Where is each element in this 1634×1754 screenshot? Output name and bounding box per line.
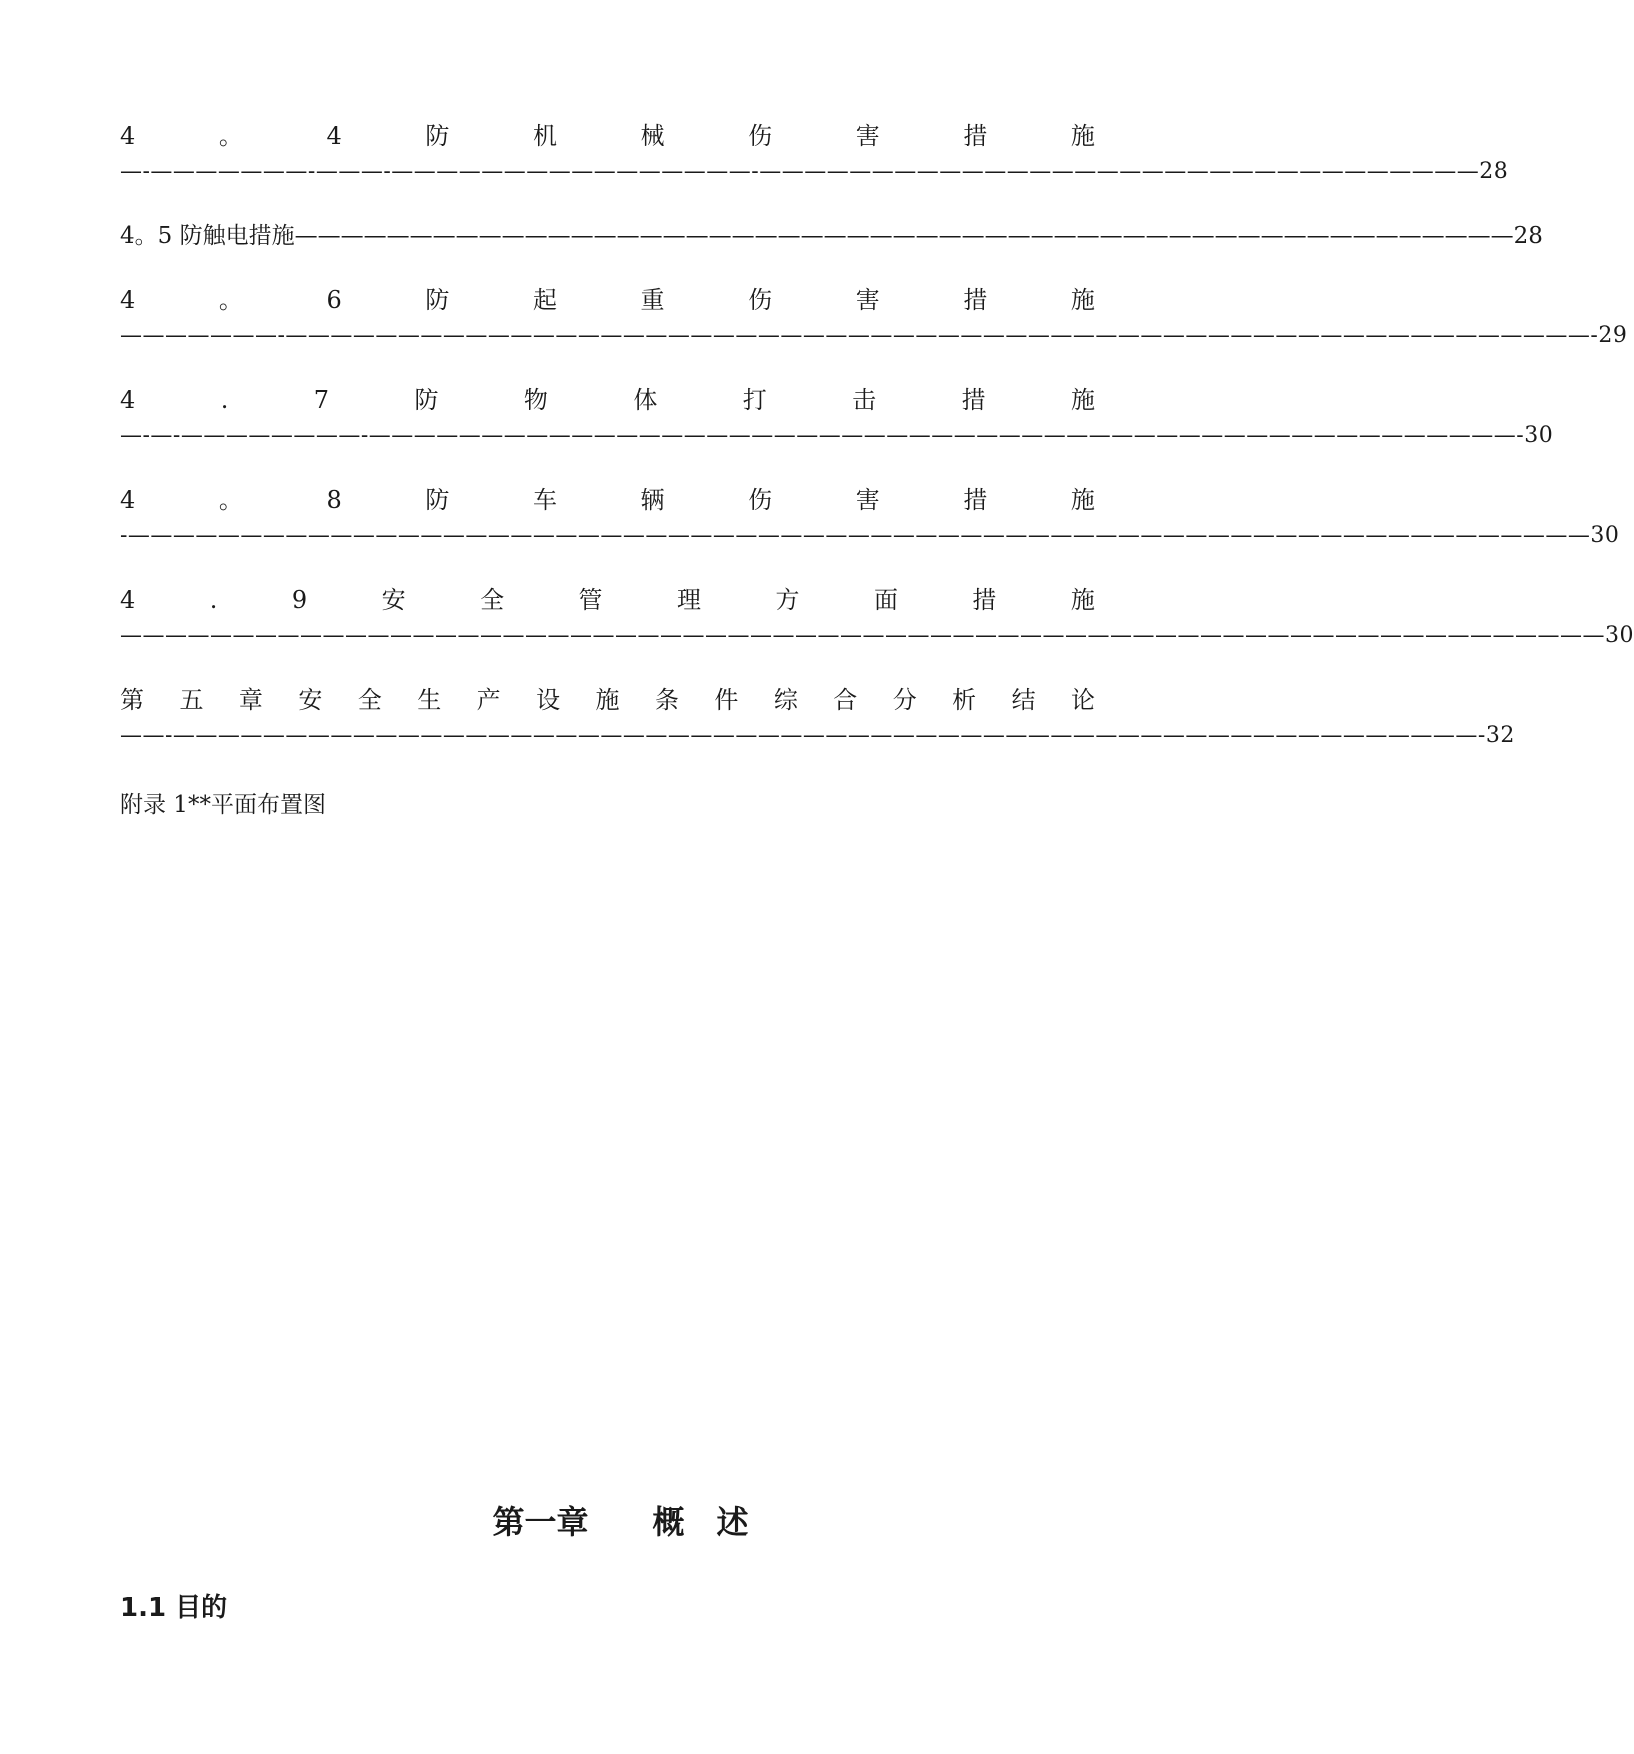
toc-leader-with-page-number: ———————-——————————————————————————————————————————————————————————-29	[120, 323, 1628, 348]
toc-char: 打	[742, 386, 767, 414]
toc-char: 防	[425, 286, 450, 314]
toc-entry-title	[120, 685, 1095, 715]
toc-leader-with-page-number: -—————————————————————————————————————————————————————————————————30	[120, 523, 1620, 548]
toc-char: 伤	[748, 122, 773, 150]
toc-char: 重	[640, 286, 665, 314]
toc-char: 措	[963, 286, 988, 314]
toc-char: 措	[963, 122, 988, 150]
toc-char: 面	[873, 586, 898, 614]
toc-char: 防	[425, 122, 450, 150]
toc-char: 件	[714, 686, 739, 714]
toc-char: 析	[952, 686, 977, 714]
toc-char: 产	[476, 686, 501, 714]
toc-char: .	[220, 386, 229, 414]
toc-char: 械	[640, 122, 665, 150]
toc-char: 施	[1071, 386, 1095, 414]
toc-char: 结	[1011, 686, 1036, 714]
toc-char: 论	[1071, 686, 1095, 714]
toc-char: 章	[238, 686, 263, 714]
toc-char: 起	[532, 286, 557, 314]
toc-char: 防	[425, 486, 450, 514]
toc-char: 9	[291, 586, 308, 614]
toc-entry-title	[120, 385, 1095, 415]
toc-entry-4-8[interactable]	[120, 485, 1620, 551]
toc-entry-title	[120, 585, 1095, 615]
toc-char: 生	[417, 686, 442, 714]
toc-leader-with-page-number: —-—-————————-———————————————————————————————————————————————————-30	[120, 423, 1554, 448]
toc-char: 全	[357, 686, 382, 714]
toc-char: 方	[775, 586, 800, 614]
toc-char: 全	[480, 586, 505, 614]
toc-char: 施	[1070, 122, 1095, 150]
toc-entry-chapter-5[interactable]	[120, 685, 1515, 751]
toc-char: 伤	[748, 286, 773, 314]
toc-char: 。	[218, 486, 243, 514]
toc-char: 害	[855, 286, 880, 314]
toc-leader-with-page-number: —-———————-———-————————————————-————————————————————————————————28	[120, 159, 1509, 184]
toc-char: 。	[218, 286, 243, 314]
appendix-entry[interactable]: 附录 1**平面布置图	[120, 792, 326, 818]
toc-char: 4	[326, 122, 342, 150]
toc-char: 分	[892, 686, 917, 714]
toc-char: 8	[326, 486, 342, 514]
toc-leader-with-page-number: ——————————————————————————————————————————————————————————————————30	[120, 623, 1634, 648]
toc-char: 。	[218, 122, 243, 150]
section-title: 1.1 目的	[120, 1593, 228, 1623]
toc-entry-4-5[interactable]: 4。5 防触电措施—————————————————————————————————————————————————————28	[120, 223, 1543, 249]
toc-char: 防	[414, 386, 439, 414]
toc-char: 体	[633, 386, 658, 414]
toc-char: 4	[120, 122, 136, 150]
toc-entry-4-9[interactable]	[120, 585, 1634, 651]
toc-char: 击	[852, 386, 877, 414]
toc-entry-title	[120, 121, 1095, 151]
toc-char: 4	[120, 386, 136, 414]
toc-char: 合	[833, 686, 858, 714]
toc-char: 物	[523, 386, 548, 414]
toc-char: 五	[179, 686, 204, 714]
toc-entry-4-7[interactable]	[120, 385, 1554, 451]
toc-char: 施	[595, 686, 620, 714]
toc-char: 6	[326, 286, 342, 314]
toc-char: 施	[1070, 286, 1095, 314]
toc-char: 条	[654, 686, 679, 714]
toc-char: 4	[120, 286, 136, 314]
toc-char: 理	[677, 586, 702, 614]
toc-char: 施	[1070, 486, 1095, 514]
toc-char: 措	[972, 586, 997, 614]
toc-char: 车	[532, 486, 557, 514]
toc-char: 害	[855, 486, 880, 514]
toc-char: 安	[298, 686, 323, 714]
toc-entry-title	[120, 285, 1095, 315]
toc-char: 管	[578, 586, 603, 614]
toc-char: .	[209, 586, 218, 614]
toc-char: 措	[961, 386, 986, 414]
toc-char: 施	[1070, 586, 1095, 614]
toc-entry-4-4[interactable]	[120, 121, 1509, 187]
chapter-title: 第一章 概 述	[492, 1503, 749, 1541]
toc-char: 设	[536, 686, 561, 714]
toc-char: 第	[120, 686, 144, 714]
toc-char: 4	[120, 586, 136, 614]
toc-char: 辆	[640, 486, 665, 514]
toc-entry-title	[120, 485, 1095, 515]
toc-char: 机	[532, 122, 557, 150]
toc-char: 措	[963, 486, 988, 514]
toc-char: 安	[381, 586, 406, 614]
toc-char: 害	[855, 122, 880, 150]
toc-char: 伤	[748, 486, 773, 514]
toc-entry-4-6[interactable]	[120, 285, 1628, 351]
toc-leader-with-page-number: ——-——————————————————————————————————————————————————————————-32	[120, 723, 1515, 748]
toc-char: 综	[773, 686, 798, 714]
toc-char: 4	[120, 486, 136, 514]
toc-char: 7	[313, 386, 330, 414]
